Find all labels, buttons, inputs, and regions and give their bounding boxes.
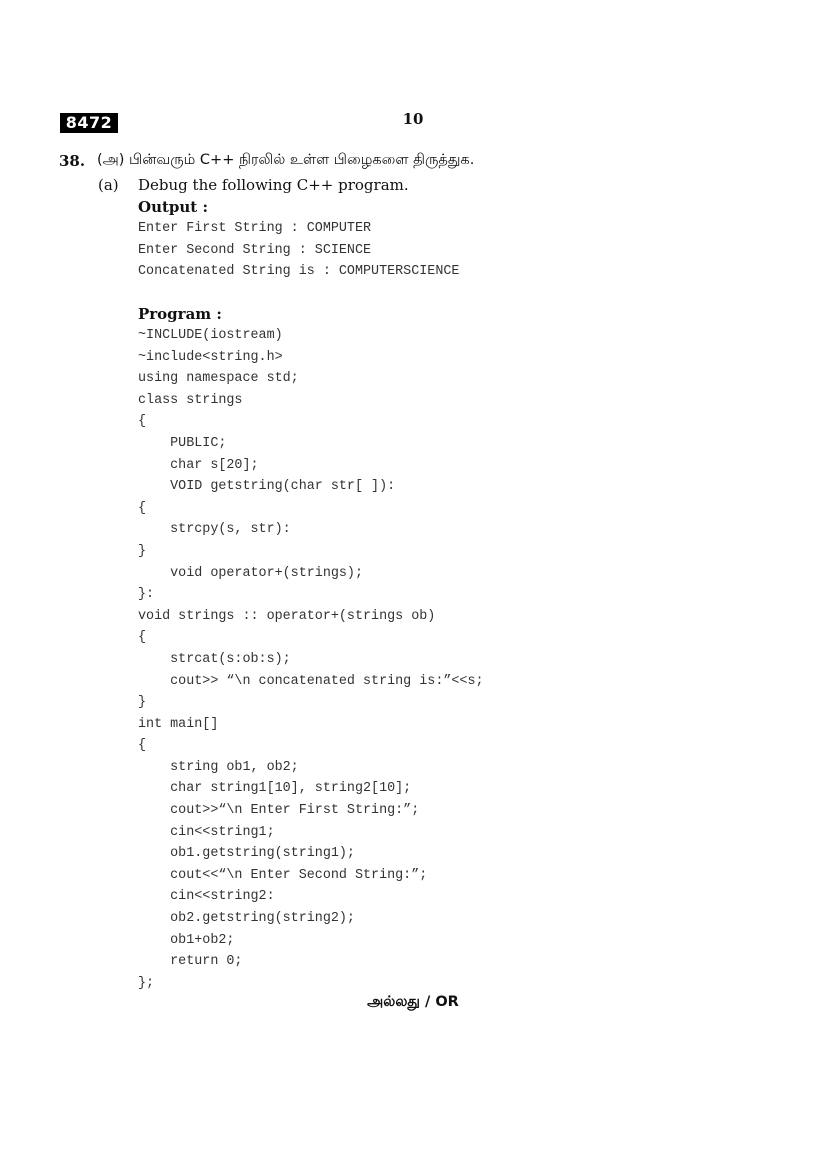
question-number: 38. xyxy=(59,152,86,170)
code-line: return 0; xyxy=(138,954,243,970)
program-heading: Program : xyxy=(138,305,222,323)
output-line: Enter Second String : SCIENCE xyxy=(138,242,372,258)
code-line: cout>> “\n concatenated string is:”<<s; xyxy=(138,673,484,689)
code-line: } xyxy=(138,695,147,711)
code-line: ob1.getstring(string1); xyxy=(138,846,355,862)
code-line: cin<<string1; xyxy=(138,824,275,840)
question-text-tamil: (அ) பின்வரும் C++ நிரலில் உள்ள பிழைகளை திருத்துக. xyxy=(97,152,475,168)
code-line: { xyxy=(138,500,147,516)
code-line: void strings :: operator+(strings ob) xyxy=(138,608,436,624)
code-line: { xyxy=(138,414,147,430)
expected-output-block xyxy=(138,218,459,283)
code-line: class strings xyxy=(138,392,243,408)
code-line: ~INCLUDE(iostream) xyxy=(138,328,283,343)
code-line: ~include<string.h> xyxy=(138,349,283,365)
code-line: int main[] xyxy=(138,716,219,732)
code-line: void operator+(strings); xyxy=(138,565,363,581)
code-line: }; xyxy=(138,975,155,991)
code-line: VOID getstring(char str[ ]): xyxy=(138,479,396,495)
code-line: ob2.getstring(string2); xyxy=(138,911,355,927)
paper-code-badge: 8472 xyxy=(60,113,118,133)
code-line: char string1[10], string2[10]; xyxy=(138,781,412,797)
output-line: Concatenated String is : COMPUTERSCIENCE xyxy=(138,264,460,280)
code-line: }: xyxy=(138,587,155,603)
code-line: ob1+ob2; xyxy=(138,932,235,948)
output-heading: Output : xyxy=(138,198,208,216)
code-line: } xyxy=(138,543,147,559)
code-line: strcpy(s, str): xyxy=(138,522,291,538)
code-line: cout<<“\n Enter Second String:”; xyxy=(138,867,428,883)
question-text-english: Debug the following C++ program. xyxy=(138,176,409,194)
output-line: Enter First String : COMPUTER xyxy=(138,221,372,236)
code-line: string ob1, ob2; xyxy=(138,759,299,775)
question-sub-label: (a) xyxy=(98,176,119,194)
code-line: PUBLIC; xyxy=(138,435,227,451)
code-line: { xyxy=(138,630,147,646)
or-separator: அல்லது / OR xyxy=(367,994,459,1010)
program-code-block xyxy=(138,325,484,994)
code-line: { xyxy=(138,738,147,754)
code-line: cout>>“\n Enter First String:”; xyxy=(138,803,420,819)
code-line: cin<<string2: xyxy=(138,889,275,905)
page-number: 10 xyxy=(402,110,424,128)
code-line: strcat(s:ob:s); xyxy=(138,651,291,667)
code-line: char s[20]; xyxy=(138,457,259,473)
code-line: using namespace std; xyxy=(138,371,299,387)
